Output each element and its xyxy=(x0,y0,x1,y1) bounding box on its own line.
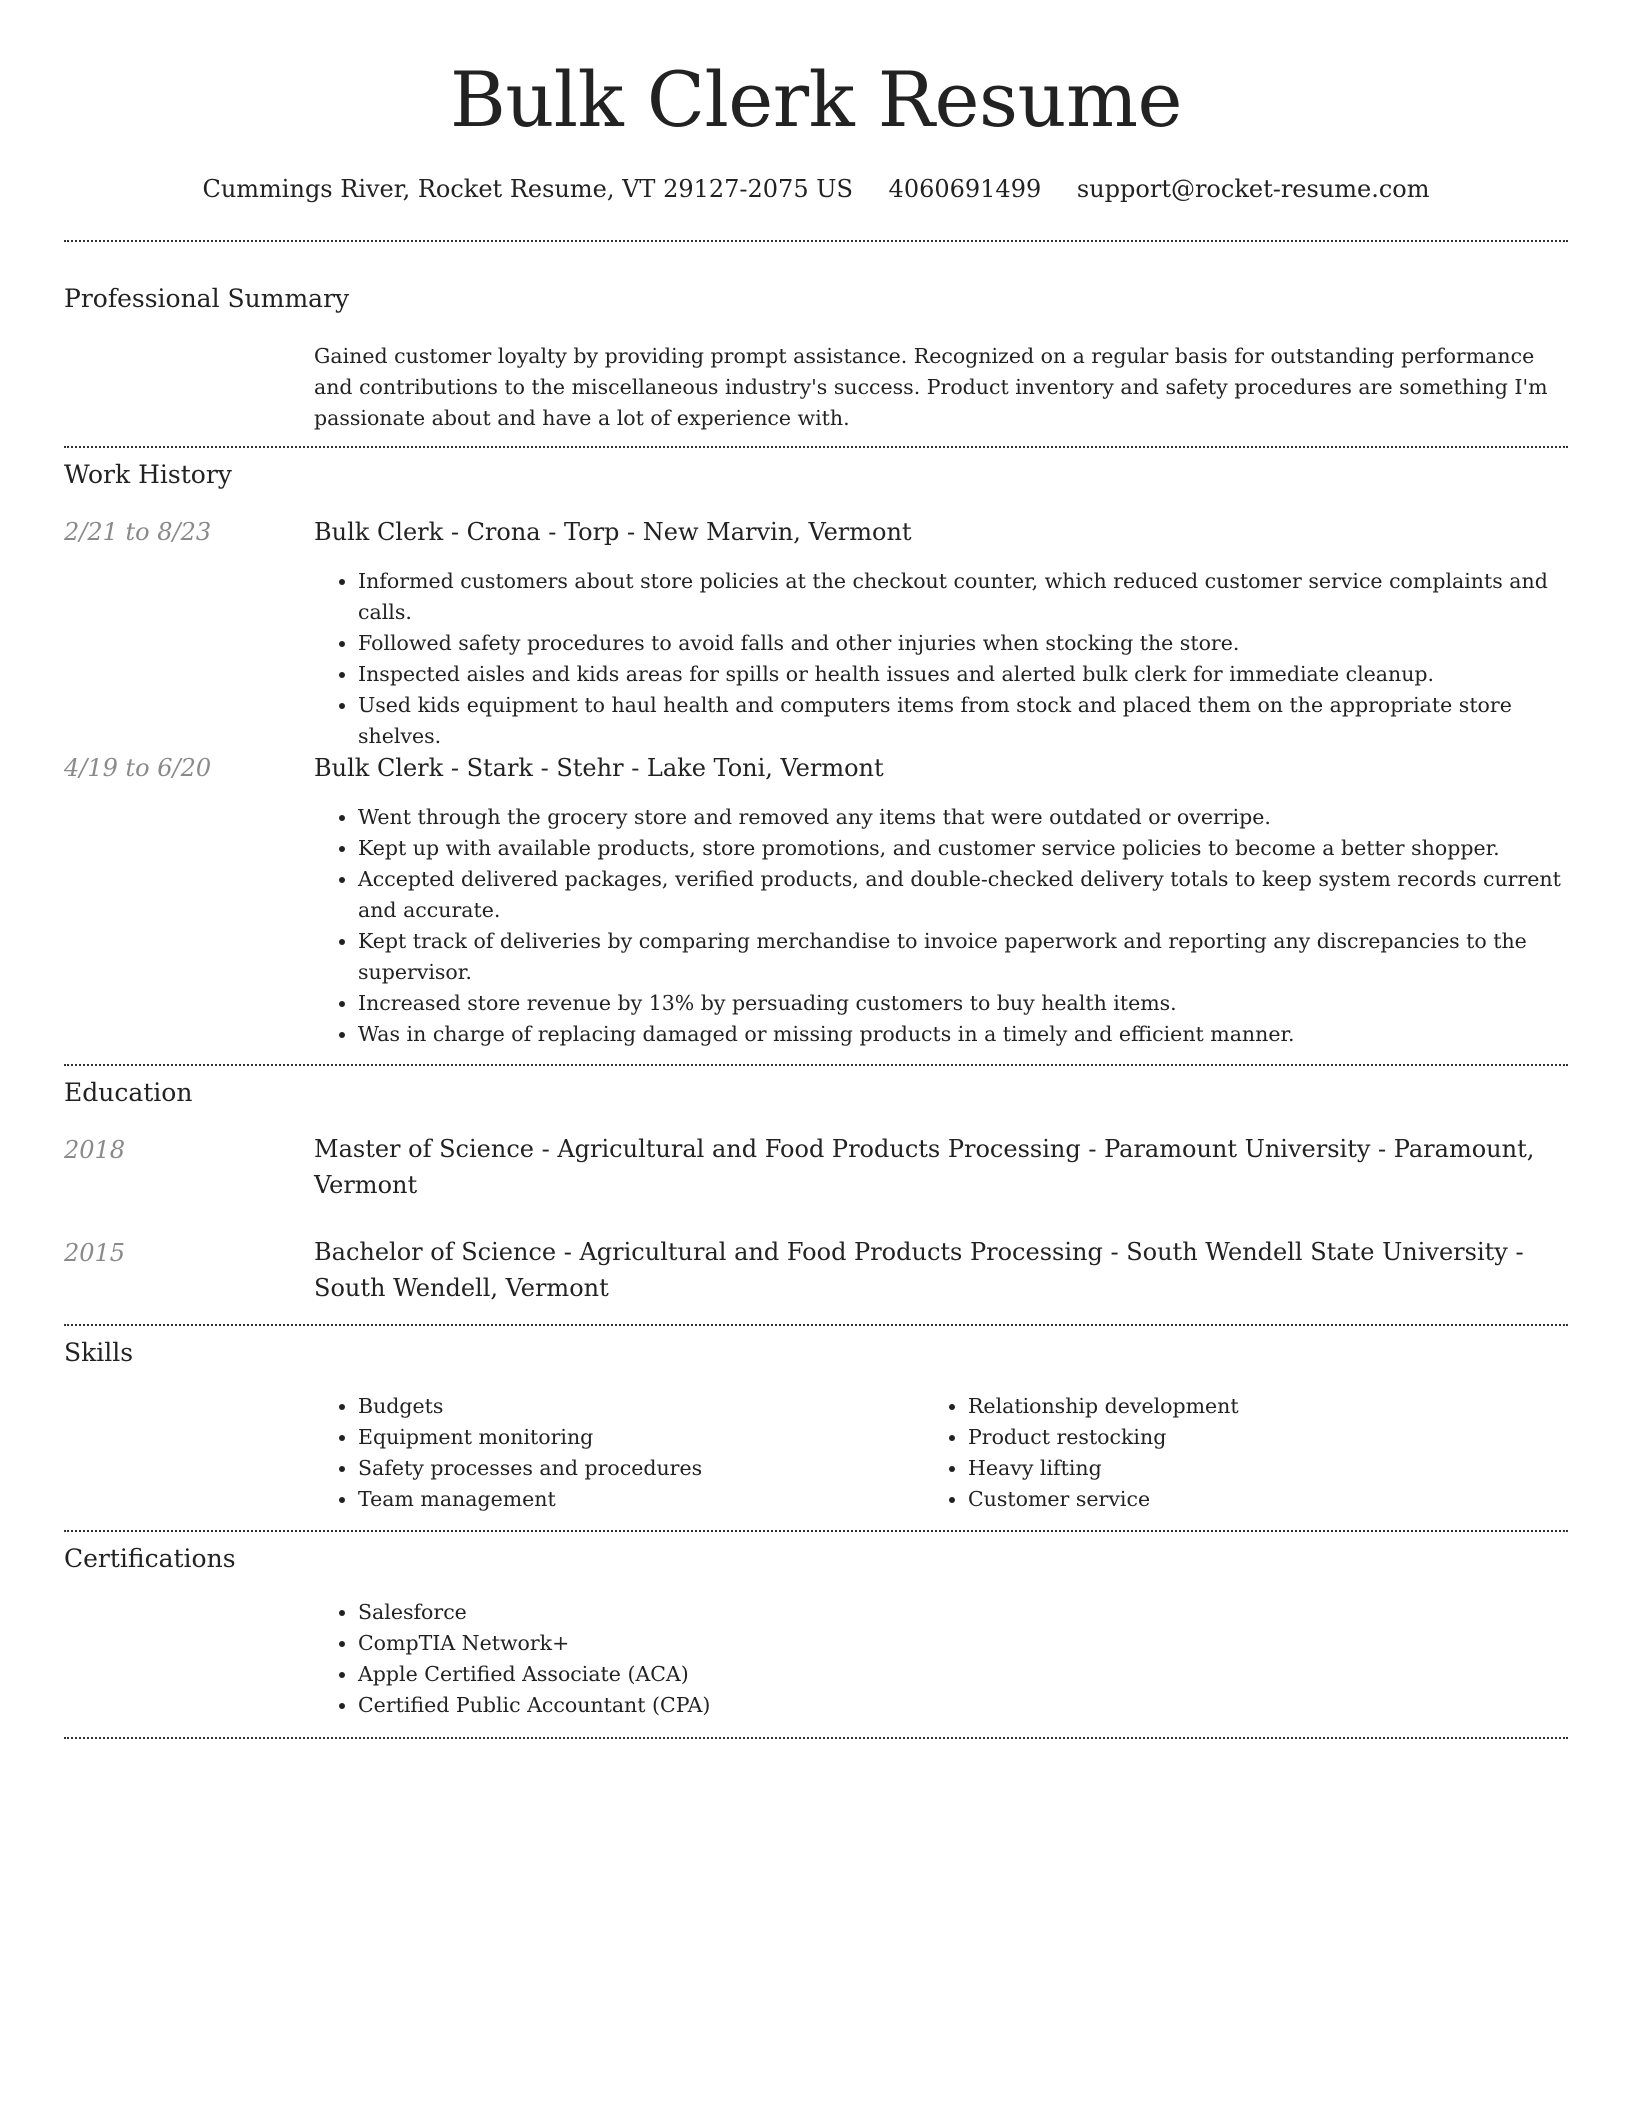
list-item: • Was in charge of replacing damaged or missing products in a timely and efficient manner. xyxy=(358,1019,1568,1050)
list-item: • Budgets xyxy=(358,1391,924,1422)
section-divider xyxy=(64,1324,1568,1326)
degree-name: Master of Science - Agricultural and Food Products Processing xyxy=(314,1135,1081,1163)
contact-email[interactable]: support@rocket-resume.com xyxy=(1076,175,1430,203)
list-item: • Team management xyxy=(358,1484,924,1515)
section-divider xyxy=(64,1737,1568,1739)
certifications-list xyxy=(314,1597,1568,1721)
skills-heading: Skills xyxy=(64,1338,134,1367)
list-item: • Inspected aisles and kids areas for spills or health issues and alerted bulk clerk for immediate cleanup. xyxy=(358,659,1568,690)
resume-title: Bulk Clerk Resume xyxy=(450,55,1182,144)
job-duties-list xyxy=(314,566,1568,752)
section-divider xyxy=(64,446,1568,448)
summary-heading: Professional Summary xyxy=(64,284,350,313)
list-item: • Product restocking xyxy=(968,1422,1564,1453)
education-year: 2018 xyxy=(64,1136,126,1164)
list-item: • Safety processes and procedures xyxy=(358,1453,924,1484)
school-name: - South Wendell State University - South Wendell, Vermont xyxy=(314,1238,1524,1302)
list-item: • Kept track of deliveries by comparing merchandise to invoice paperwork and reporting any discrepancies to the supervisor. xyxy=(358,926,1568,988)
list-item: • Informed customers about store policies at the checkout counter, which reduced customer service complaints and calls. xyxy=(358,566,1568,628)
degree-name: Bachelor of Science - Agricultural and Food Products Processing xyxy=(314,1238,1103,1266)
education-year: 2015 xyxy=(64,1239,126,1267)
section-divider xyxy=(64,1530,1568,1532)
job-title: Bulk Clerk - Stark - Stehr - Lake Toni, Vermont xyxy=(314,754,884,782)
job-dates: 4/19 to 6/20 xyxy=(64,754,212,782)
job-dates: 2/21 to 8/23 xyxy=(64,518,212,546)
section-divider xyxy=(64,1064,1568,1066)
list-item: • CompTIA Network+ xyxy=(358,1628,1568,1659)
list-item: • Equipment monitoring xyxy=(358,1422,924,1453)
list-item: • Relationship development xyxy=(968,1391,1564,1422)
list-item: • Heavy lifting xyxy=(968,1453,1564,1484)
contact-phone[interactable]: 4060691499 xyxy=(888,175,1042,203)
section-divider xyxy=(64,240,1568,242)
list-item: • Salesforce xyxy=(358,1597,1568,1628)
education-entry xyxy=(314,1131,1564,1203)
education-heading: Education xyxy=(64,1078,193,1107)
skills-list-left xyxy=(314,1391,924,1515)
list-item: • Customer service xyxy=(968,1484,1564,1515)
list-item: • Accepted delivered packages, verified products, and double-checked delivery totals to keep system records current and accurate. xyxy=(358,864,1568,926)
list-item: • Apple Certified Associate (ACA) xyxy=(358,1659,1568,1690)
certifications-heading: Certifications xyxy=(64,1544,236,1573)
list-item: • Followed safety procedures to avoid falls and other injuries when stocking the store. xyxy=(358,628,1568,659)
summary-text: Gained customer loyalty by providing prompt assistance. Recognized on a regular basis for outstanding performance and contributions to the miscellaneous industry's success. Product inventory and safety procedures are something I'm passionate about and have a lot of experience with. xyxy=(314,344,1548,430)
job-duties-list xyxy=(314,802,1568,1050)
contact-address: Cummings River, Rocket Resume, VT 29127-2075 US xyxy=(202,175,853,203)
list-item: • Kept up with available products, store promotions, and customer service policies to become a better shopper. xyxy=(358,833,1568,864)
list-item: • Increased store revenue by 13% by persuading customers to buy health items. xyxy=(358,988,1568,1019)
contact-line xyxy=(0,172,1632,206)
work-history-heading: Work History xyxy=(64,460,232,489)
education-entry xyxy=(314,1234,1564,1306)
job-title: Bulk Clerk - Crona - Torp - New Marvin, Vermont xyxy=(314,518,912,546)
school-name: - Paramount University - Paramount, Vermont xyxy=(314,1135,1535,1199)
list-item: • Went through the grocery store and removed any items that were outdated or overripe. xyxy=(358,802,1568,833)
skills-list-right xyxy=(924,1391,1564,1515)
list-item: • Used kids equipment to haul health and computers items from stock and placed them on the appropriate store shelves. xyxy=(358,690,1568,752)
list-item: • Certified Public Accountant (CPA) xyxy=(358,1690,1568,1721)
